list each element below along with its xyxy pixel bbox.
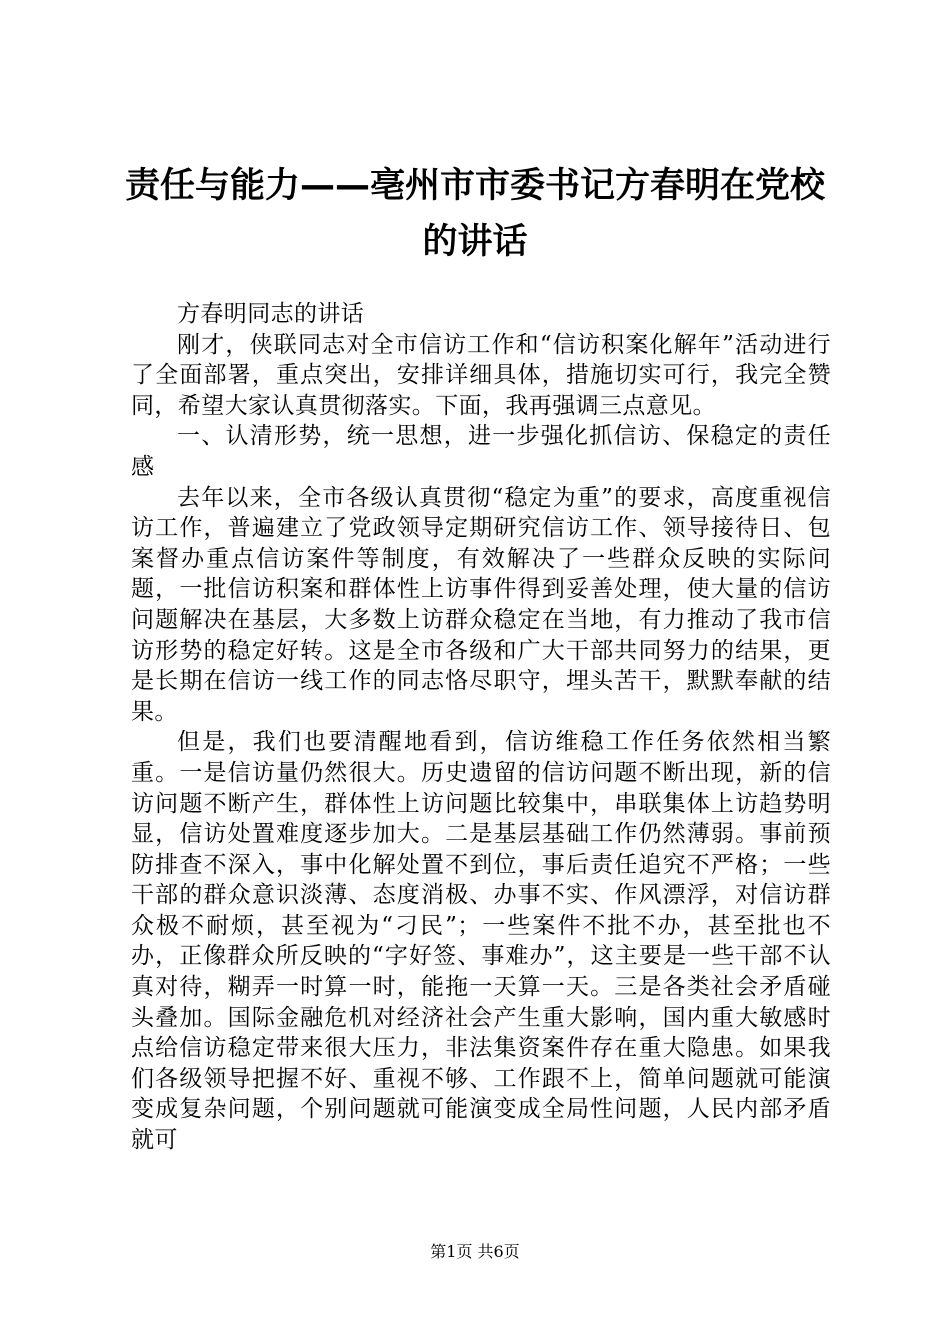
paragraph-speaker: 方春明同志的讲话 bbox=[177, 301, 365, 327]
section-heading-1: 一、认清形势，统一思想，进一步强化抓信访、保稳定的责任感 bbox=[131, 423, 831, 480]
title-line-2: 的讲话 bbox=[422, 222, 528, 262]
title-line-1: 责任与能力——亳州市市委书记方春明在党校 bbox=[124, 166, 825, 206]
paragraph-challenges: 但是，我们也要清醒地看到，信访维稳工作任务依然相当繁重。一是信访量仍然很大。历史遗留的信访问题不断出现，新的信访问题不断产生，群体性上访问题比较集中，串联集体上访趋势明显，信访处置难度逐步加大。二是基层基础工作仍然薄弱。事前预防排查不深入，事中化解处置不到位，事后责任追究不严格；一些干部的群众意识淡薄、态度消极、办事不实、作风漂浮，对信访群众极不耐烦，甚至视为“刁民”；一些案件不批不办，甚至批也不办，正像群众所反映的“字好签、事难办”，这主要是一些干部不认真对待，糊弄一时算一时，能拖一天算一天。三是各类社会矛盾碰头叠加。国际金融危机对经济社会产生重大影响，国内重大敏感时点给信访稳定带来很大压力，非法集资案件存在重大隐患。如果我们各级领导把握不好、重视不够、工作跟不上，简单问题就可能演变成复杂问题，个别问题就可能演变成全局性问题，人民内部矛盾就可 bbox=[131, 729, 831, 1154]
paragraph-achievements: 去年以来，全市各级认真贯彻“稳定为重”的要求，高度重视信访工作，普遍建立了党政领导定期研究信访工作、领导接待日、包案督办重点信访案件等制度，有效解决了一些群众反映的实际问题，一批信访积案和群体性上访事件得到妥善处理，使大量的信访问题解决在基层，大多数上访群众稳定在当地，有力推动了我市信访形势的稳定好转。这是全市各级和广大干部共同努力的结果，更是长期在信访一线工作的同志恪尽职守，埋头苦干，默默奉献的结果。 bbox=[131, 484, 831, 725]
page-number-footer: 第1页 共6页 bbox=[430, 1242, 520, 1261]
document-title bbox=[120, 158, 830, 270]
paragraph-intro: 刚才，侠联同志对全市信访工作和“信访积案化解年”活动进行了全面部署，重点突出，安排详细具体，措施切实可行，我完全赞同，希望大家认真贯彻落实。下面，我再强调三点意见。 bbox=[131, 331, 831, 419]
document-body bbox=[131, 299, 831, 1156]
